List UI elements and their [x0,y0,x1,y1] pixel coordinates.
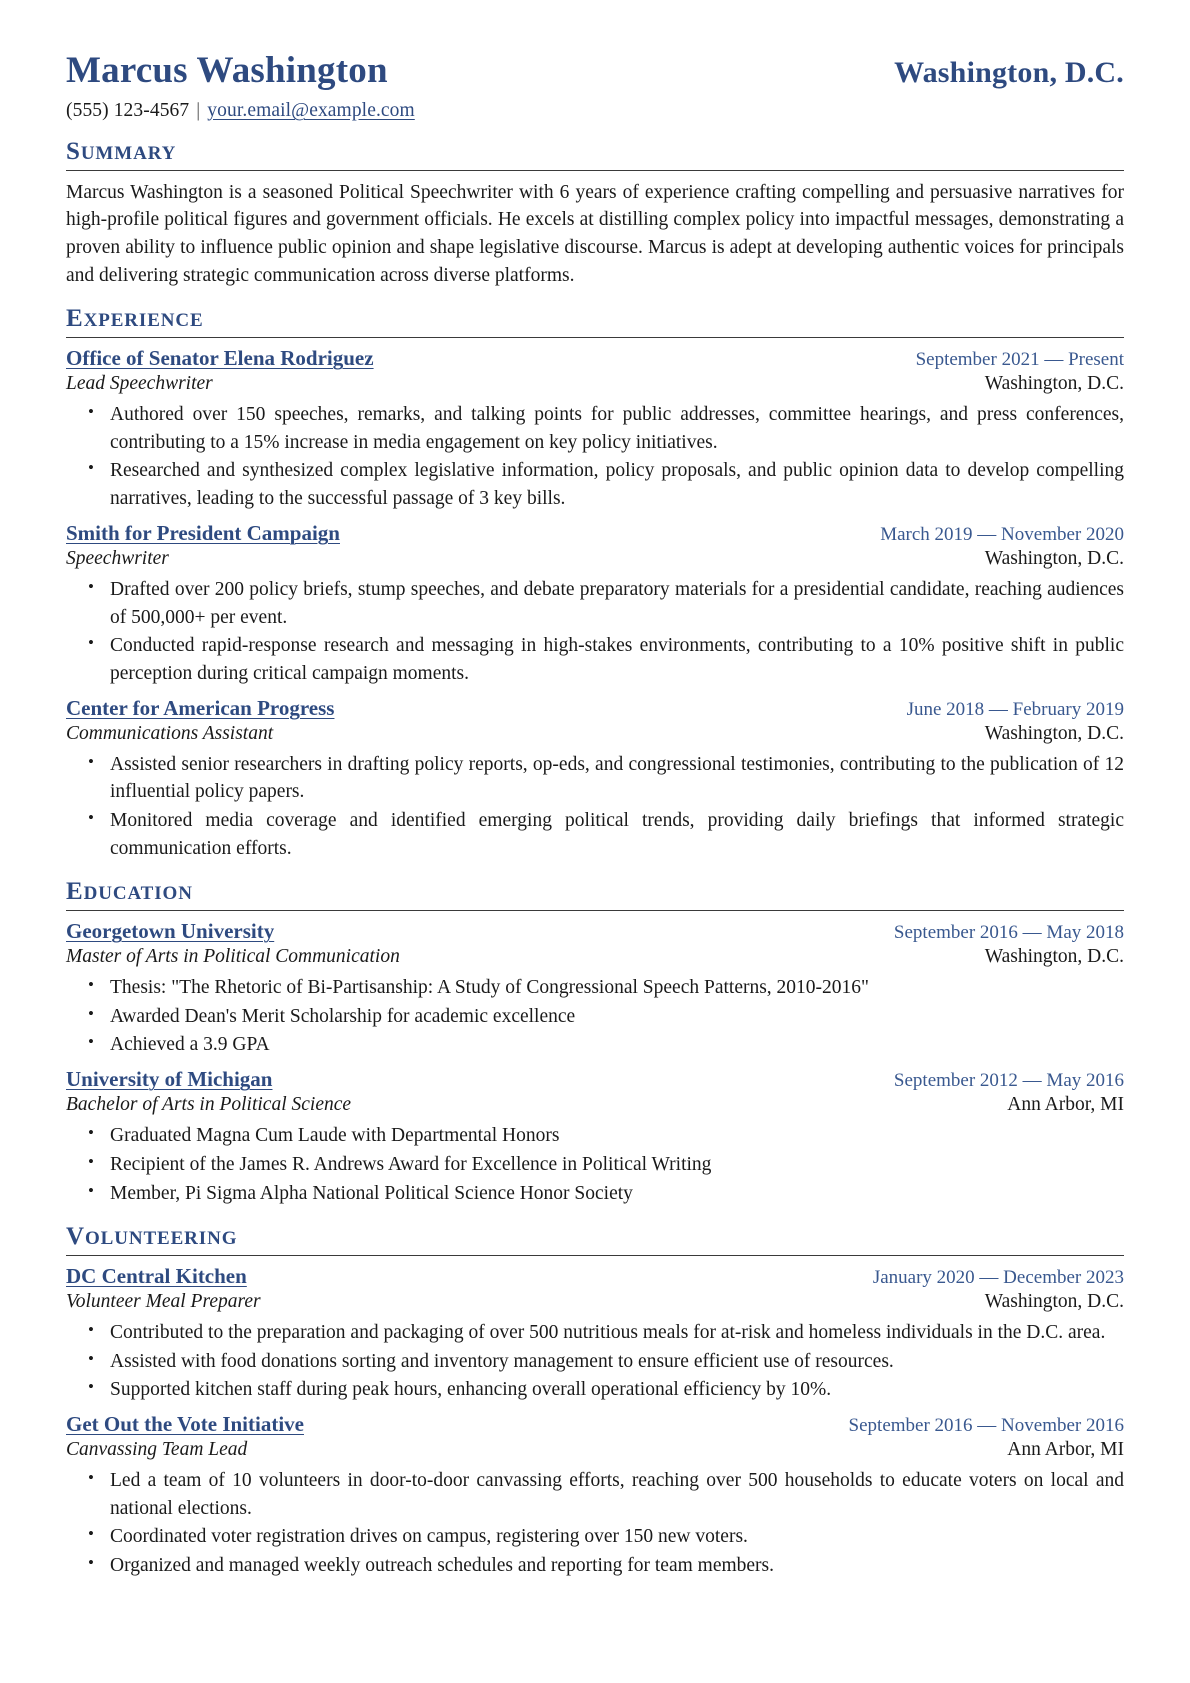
resume-header [66,52,1124,91]
section-divider [66,1255,1124,1256]
role-title: Communications Assistant [66,722,274,744]
section-heading-summary [66,138,176,167]
entry-subheader-row [66,548,1124,570]
section-heading-experience [66,305,204,334]
entry-date-range: March 2019 — November 2020 [880,523,1124,545]
entry-header-row [66,521,1124,546]
section-heading-education [66,878,193,907]
entry-header-row [66,1264,1124,1289]
entry-subheader-row [66,1291,1124,1313]
bullet-item: • Thesis: "The Rhetoric of Bi-Partisanship: A Study of Congressional Speech Patterns, 2010-2016" [108,974,1124,1002]
entry-bullet-list [66,974,1124,1059]
entry-location: Washington, D.C. [984,946,1124,968]
entry-bullet-list [66,401,1124,513]
entry-date-range: September 2021 — Present [915,349,1124,371]
bullet-item: • Led a team of 10 volunteers in door-to-door canvassing efforts, reaching over 500 households to educate voters on local and national elections. [108,1467,1124,1522]
organization-name[interactable]: Office of Senator Elena Rodriguez [66,346,374,371]
section-heading-rest: XPERIENCE [83,310,204,332]
contact-line [66,100,1124,122]
entry [66,1067,1124,1207]
organization-name[interactable]: Smith for President Campaign [66,520,340,545]
bullet-item: • Monitored media coverage and identified emerging political trends, providing daily briefings that informed strategic communication efforts. [108,807,1124,862]
role-title: Master of Arts in Political Communication [66,946,400,968]
section-heading-initial: E [66,305,84,333]
entry-subheader-row [66,1439,1124,1461]
entry-location: Washington, D.C. [984,373,1124,395]
entry-location: Washington, D.C. [984,547,1124,569]
entry [66,919,1124,1059]
entry-header-row [66,1412,1124,1437]
phone-number: (555) 123-4567 [66,99,190,121]
section-volunteering [66,1223,1124,1580]
bullet-item: • Assisted senior researchers in drafting policy reports, op-eds, and congressional testimonies, contributing to the publication of 12 influential policy papers. [108,751,1124,806]
contact-separator: | [196,99,201,121]
organization-name[interactable]: University of Michigan [66,1067,273,1092]
entry-date-range: January 2020 — December 2023 [872,1266,1124,1288]
resume-sections [66,138,1124,1580]
bullet-item: • Researched and synthesized complex legislative information, policy proposals, and public opinion data to develop compelling narratives, leading to the successful passage of 3 key bills. [108,457,1124,512]
entry-header-row [66,919,1124,944]
section-heading-rest: OLUNTEERING [84,1228,238,1250]
bullet-item: • Drafted over 200 policy briefs, stump speeches, and debate preparatory materials for a presidential candidate, reaching audiences of 500,000+ per event. [108,576,1124,631]
entry-date-range: June 2018 — February 2019 [906,698,1124,720]
entry-header-row [66,696,1124,721]
email-link[interactable]: your.email@example.com [207,99,415,121]
section-heading-initial: V [66,1223,85,1251]
bullet-item: • Coordinated voter registration drives on campus, registering over 150 new voters. [108,1523,1124,1551]
candidate-name: Marcus Washington [66,50,388,91]
section-divider [66,170,1124,171]
organization-name[interactable]: Georgetown University [66,919,275,944]
section-experience [66,305,1124,862]
section-divider [66,337,1124,338]
bullet-item: • Conducted rapid-response research and messaging in high-stakes environments, contributing to a 10% positive shift in public perception during critical campaign moments. [108,632,1124,687]
candidate-location: Washington, D.C. [894,56,1124,89]
entry-header-row [66,1067,1124,1092]
entry-subheader-row [66,373,1124,395]
entry [66,521,1124,688]
entry-header-row [66,346,1124,371]
entry-bullet-list [66,1319,1124,1404]
entry [66,1412,1124,1580]
summary-paragraph: Marcus Washington is a seasoned Political Speechwriter with 6 years of experience crafting compelling and persuasive narratives for high-profile political figures and government officials. He excels at distilling complex policy into impactful messages, demonstrating a proven ability to influence public opinion and shape legislative discourse. Marcus is adept at developing authentic voices for principals and delivering strategic communication across diverse platforms. [66,181,1124,286]
bullet-item: • Organized and managed weekly outreach schedules and reporting for team members. [108,1552,1124,1580]
bullet-item: • Awarded Dean's Merit Scholarship for academic excellence [108,1003,1124,1031]
entry-subheader-row [66,723,1124,745]
entry-location: Washington, D.C. [984,1290,1124,1312]
entry-date-range: September 2016 — November 2016 [848,1415,1124,1437]
entry [66,346,1124,513]
role-title: Volunteer Meal Preparer [66,1290,261,1312]
entry-date-range: September 2016 — May 2018 [893,922,1124,944]
bullet-item: • Assisted with food donations sorting and inventory management to ensure efficient use of resources. [108,1348,1124,1376]
role-title: Lead Speechwriter [66,373,213,395]
entry-location: Ann Arbor, MI [1007,1094,1124,1116]
entry-bullet-list [66,751,1124,863]
entry-subheader-row [66,946,1124,968]
bullet-item: • Contributed to the preparation and packaging of over 500 nutritious meals for at-risk and homeless individuals in the D.C. area. [108,1319,1124,1347]
section-heading-initial: S [66,137,81,165]
section-heading-initial: E [66,878,84,906]
entry-subheader-row [66,1094,1124,1116]
entry-bullet-list [66,1122,1124,1207]
role-title: Speechwriter [66,547,169,569]
section-heading-rest: UMMARY [80,142,177,164]
role-title: Canvassing Team Lead [66,1439,248,1461]
entry-date-range: September 2012 — May 2016 [893,1070,1124,1092]
entry [66,1264,1124,1404]
section-divider [66,910,1124,911]
bullet-item: • Recipient of the James R. Andrews Award for Excellence in Political Writing [108,1151,1124,1179]
section-summary [66,138,1124,290]
organization-name[interactable]: DC Central Kitchen [66,1263,247,1288]
organization-name[interactable]: Center for American Progress [66,695,335,720]
role-title: Bachelor of Arts in Political Science [66,1094,352,1116]
entry-bullet-list [66,576,1124,688]
bullet-item: • Member, Pi Sigma Alpha National Political Science Honor Society [108,1180,1124,1208]
section-heading-volunteering [66,1223,237,1252]
bullet-item: • Supported kitchen staff during peak hours, enhancing overall operational efficiency by 10%. [108,1376,1124,1404]
bullet-item: • Authored over 150 speeches, remarks, and talking points for public addresses, committee hearings, and press conferences, contributing to a 15% increase in media engagement on key policy initiatives. [108,401,1124,456]
bullet-item: • Achieved a 3.9 GPA [108,1031,1124,1059]
section-education [66,878,1124,1207]
entry-location: Washington, D.C. [984,722,1124,744]
bullet-item: • Graduated Magna Cum Laude with Departmental Honors [108,1122,1124,1150]
entry [66,696,1124,863]
organization-name[interactable]: Get Out the Vote Initiative [66,1412,304,1437]
entry-location: Ann Arbor, MI [1007,1439,1124,1461]
entry-bullet-list [66,1467,1124,1580]
section-heading-rest: DUCATION [83,883,193,905]
